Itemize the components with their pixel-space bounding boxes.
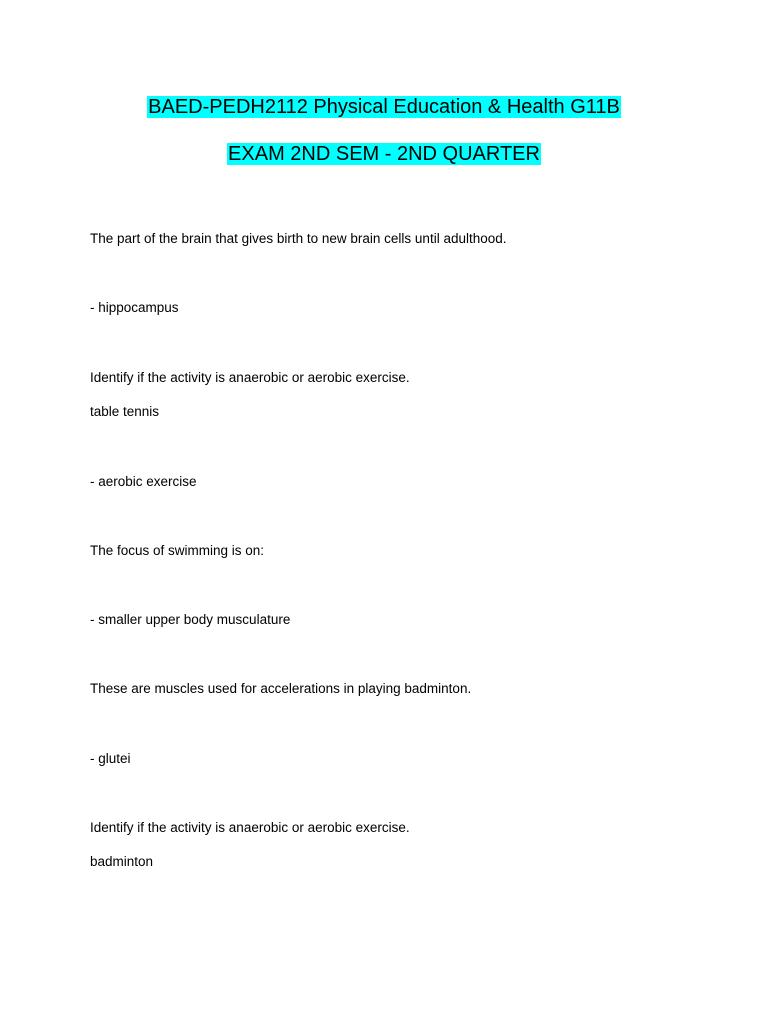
document-title-line-1: [0, 93, 768, 121]
activity-badminton: badminton: [90, 854, 154, 869]
question-brain-cells: The part of the brain that gives birth to new brain cells until adulthood.: [90, 231, 507, 246]
answer-upper-body-musculature: - smaller upper body musculature: [90, 612, 291, 627]
document-title-line-2: [0, 140, 768, 168]
question-identify-activity-2: Identify if the activity is anaerobic or aerobic exercise.: [90, 820, 410, 835]
answer-glutei: - glutei: [90, 751, 131, 766]
activity-table-tennis: table tennis: [90, 404, 160, 419]
title-highlight-2: EXAM 2ND SEM - 2ND QUARTER: [228, 143, 540, 165]
question-badminton-muscles: These are muscles used for accelerations in playing badminton.: [90, 681, 472, 696]
question-swimming-focus: The focus of swimming is on:: [90, 543, 265, 558]
answer-aerobic-exercise: - aerobic exercise: [90, 474, 197, 489]
answer-hippocampus: - hippocampus: [90, 300, 179, 315]
title-highlight-1: BAED-PEDH2112 Physical Education & Health G11B: [148, 96, 620, 118]
question-identify-activity-1: Identify if the activity is anaerobic or aerobic exercise.: [90, 370, 410, 385]
